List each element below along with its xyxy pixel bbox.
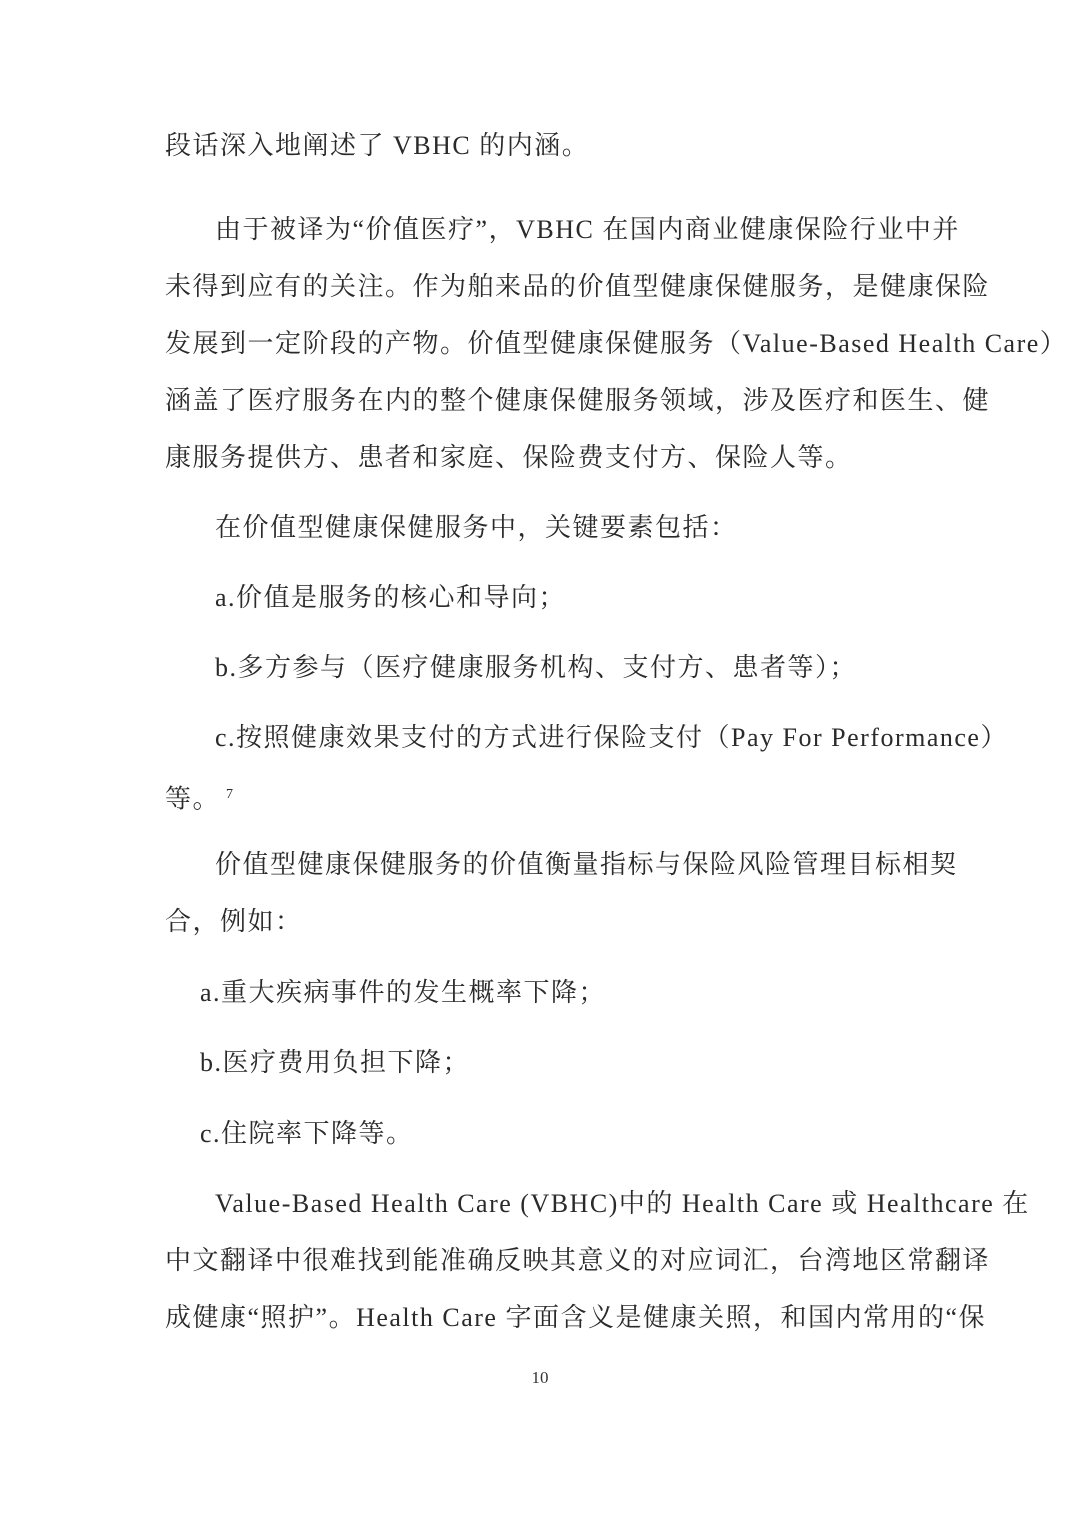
list-item: b.医疗费用负担下降； xyxy=(200,1048,471,1077)
text-line: 发展到一定阶段的产物。价值型健康保健服务（Value-Based Health Care） xyxy=(165,329,1068,358)
list-item: a.重大疾病事件的发生概率下降； xyxy=(200,978,607,1007)
list-item: b.多方参与（医疗健康服务机构、支付方、患者等）； xyxy=(215,653,858,682)
list-item: a.价值是服务的核心和导向； xyxy=(215,583,567,612)
text-line: 未得到应有的关注。作为舶来品的价值型健康保健服务，是健康保险 xyxy=(165,272,991,301)
text-line: 在价值型健康保健服务中，关键要素包括： xyxy=(215,513,738,542)
text-line: 涵盖了医疗服务在内的整个健康保健服务领域，涉及医疗和医生、健 xyxy=(165,386,991,415)
text-line: 由于被译为“价值医疗”，VBHC 在国内商业健康保险行业中并 xyxy=(215,215,960,244)
page-number: 10 xyxy=(531,1368,549,1387)
text-line: 价值型健康保健服务的价值衡量指标与保险风险管理目标相契 xyxy=(215,850,958,879)
text-line: 合，例如： xyxy=(165,907,303,936)
text-line: Value-Based Health Care (VBHC)中的 Health Care 或 Healthcare 在 xyxy=(215,1189,1030,1218)
text-line: 成健康“照护”。Health Care 字面含义是健康关照，和国内常用的“保 xyxy=(165,1303,987,1332)
list-item: c.住院率下降等。 xyxy=(200,1119,414,1148)
text-fragment: 等。 xyxy=(165,784,221,814)
list-item: c.按照健康效果支付的方式进行保险支付（Pay For Performance） xyxy=(215,723,1008,752)
text-line xyxy=(165,775,915,820)
footnote-marker: 7 xyxy=(226,787,234,802)
text-line: 康服务提供方、患者和家庭、保险费支付方、保险人等。 xyxy=(165,443,853,472)
text-line: 中文翻译中很难找到能准确反映其意义的对应词汇，台湾地区常翻译 xyxy=(165,1246,991,1275)
text-line: 段话深入地阐述了 VBHC 的内涵。 xyxy=(165,131,590,160)
